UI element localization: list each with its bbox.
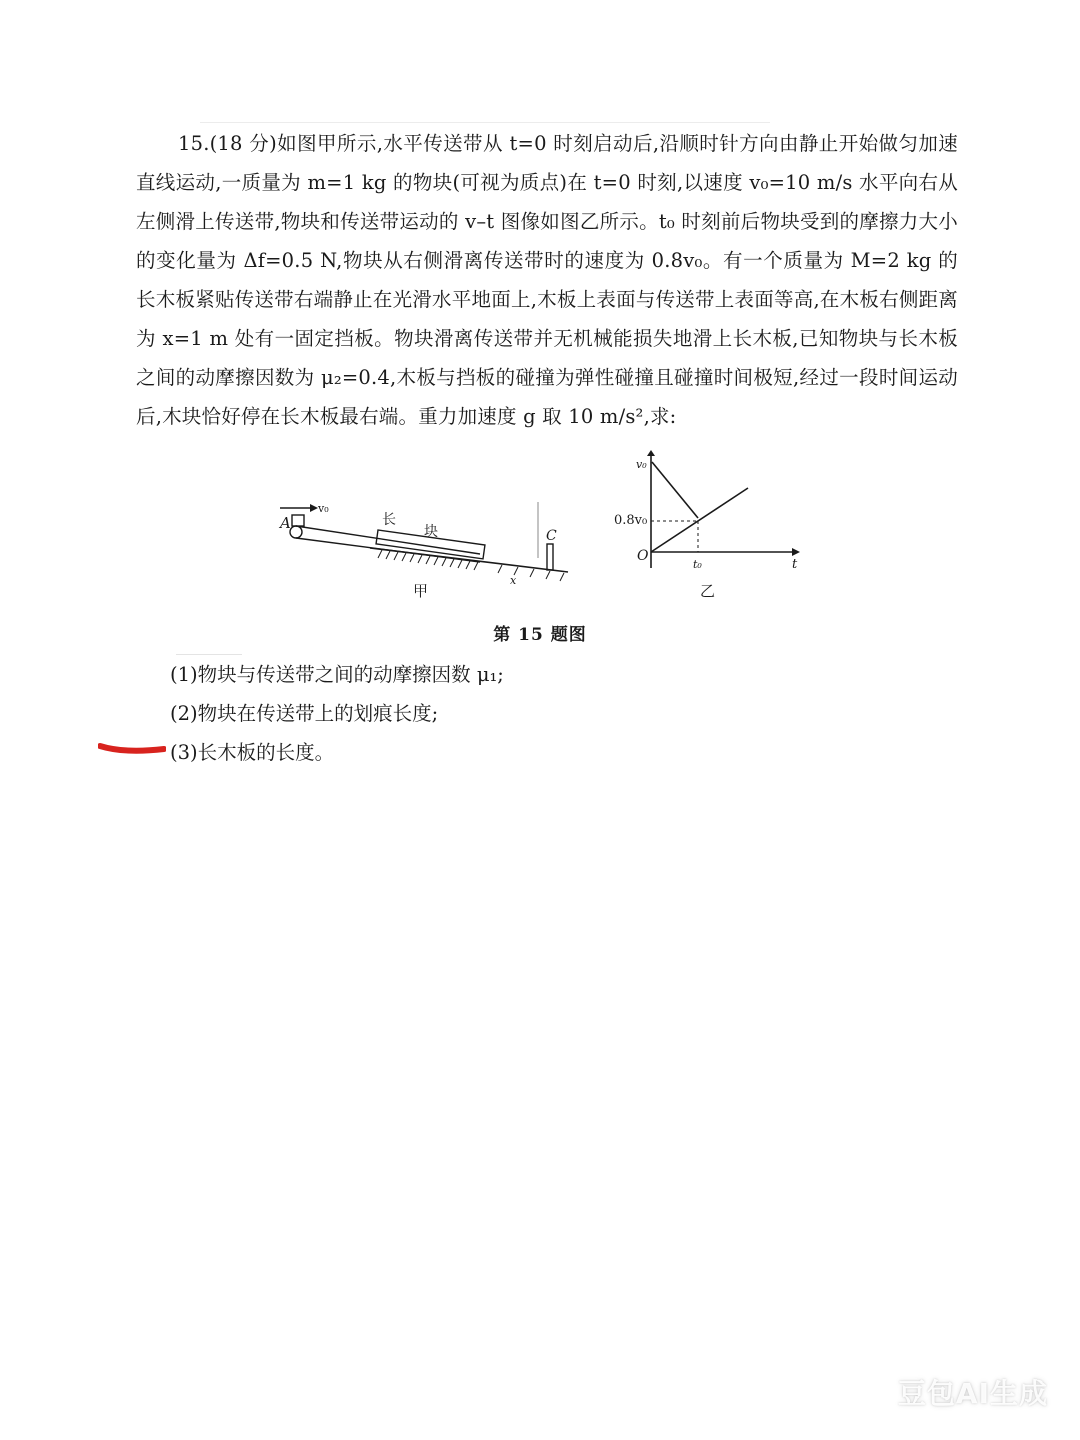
question-2: (2)物块在传送带上的划痕长度; [170,702,439,725]
question-list [170,655,930,772]
jia-C-label: C [546,528,557,544]
conveyor-roller-left [290,526,302,538]
arrowhead-icon [310,504,318,512]
yi-v0-label: v₀ [636,458,647,471]
yi-t-label: t [792,557,798,572]
figure-yi [614,450,800,600]
figure-jia [278,502,568,600]
red-highlight-mark [98,741,166,757]
problem-text: 15.(18 分)如图甲所示,水平传送带从 t=0 时刻启动后,沿顺时针方向由静止开始做匀加速直线运动,一质量为 m=1 kg 的物块(可视为质点)在 t=0 时刻,以速度 v₀=10 m/s 水平向右从左侧滑上传送带,物块和传送带运动的 v–t 图像如图乙所示。t₀ 时刻前后物块受到的摩擦力大小的变化量为 Δf=0.5 N,物块从右侧滑离传送带时的速度为 0.8v₀。有一个质量为 M=2 kg 的长木板紧贴传送带右端静止在光滑水平地面上,木板上表面与传送带上表面等高,在木板右侧距离为 x=1 m 处有一固定挡板。物块滑离传送带并无机械能损失地滑上长木板,已知物块与长木板之间的动摩擦因数为 μ₂=0.4,木板与挡板的碰撞为弹性碰撞且碰撞时间极短,经过一段时间运动后,木块恰好停在长木板最右端。重力加速度 g 取 10 m/s²,求: [136,132,958,428]
block-A [292,515,304,526]
ai-watermark: 豆包AI生成 [897,1377,1048,1410]
v-axis-arrow-icon [647,450,655,456]
jia-v0-label: v₀ [318,502,329,515]
problem-statement [136,124,958,436]
t-axis-arrow-icon [792,548,800,556]
jia-block-label: 块 [424,524,438,540]
scan-artifact-line [200,122,770,123]
jia-caption: 甲 [413,582,429,600]
jia-A-label: A [280,514,291,532]
jia-x-label: x [510,574,517,587]
yi-mid-label: 0.8v₀ [614,513,648,528]
figure-15 [270,450,830,610]
jia-long-label: 长 [382,512,396,528]
stopper-C [547,544,553,570]
ground-hatch [378,550,564,581]
question-1: (1)物块与传送带之间的动摩擦因数 μ₁; [170,663,504,686]
yi-caption: 乙 [700,582,716,600]
figure-svg [270,450,830,610]
figure-caption: 第 15 题图 [493,625,587,645]
block-vt-line [652,462,698,518]
yi-O-label: O [637,548,649,564]
belt-vt-line [651,488,748,552]
question-3: (3)长木板的长度。 [170,741,335,764]
yi-t0-label: t₀ [693,558,702,571]
